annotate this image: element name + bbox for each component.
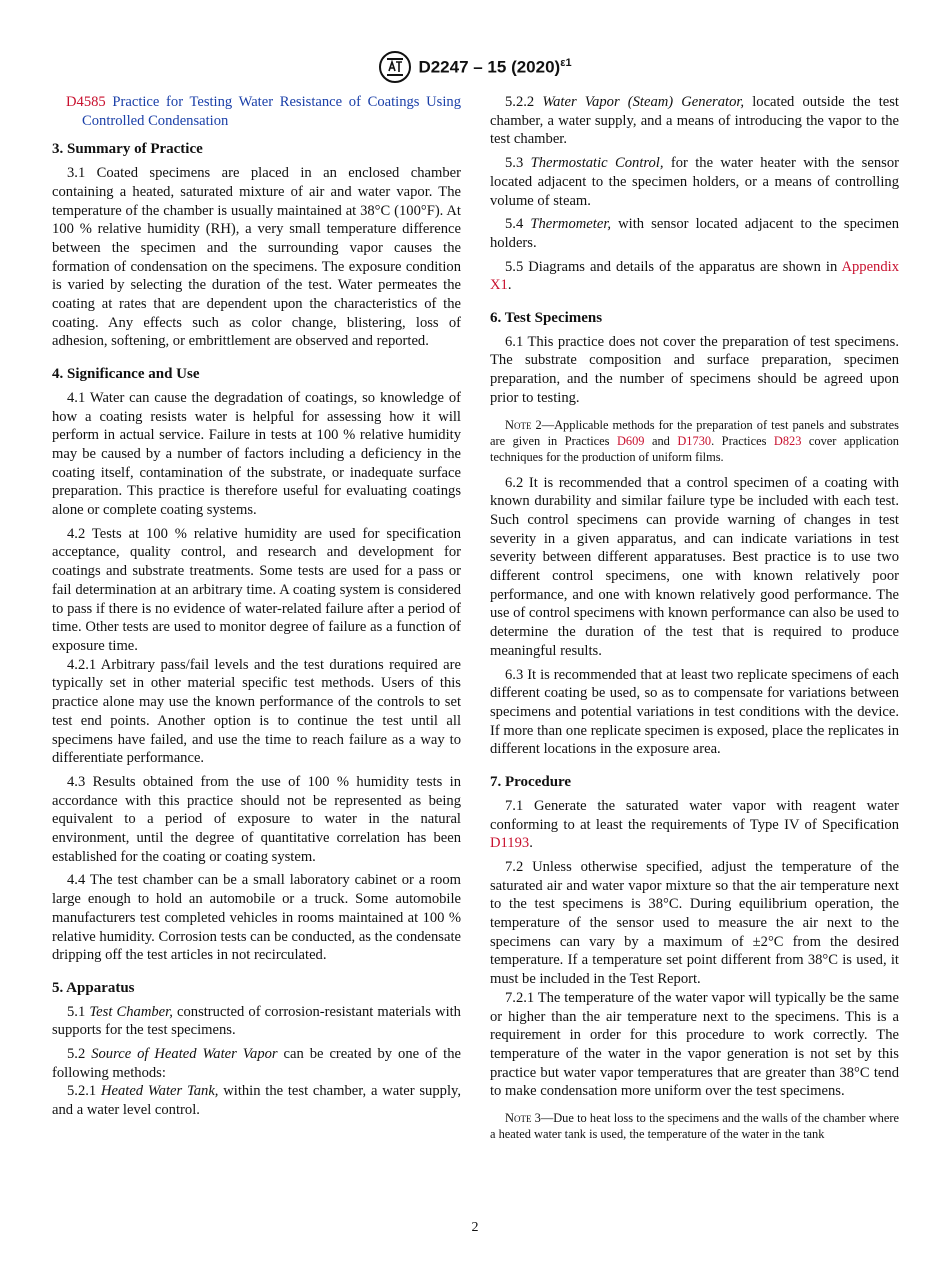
paragraph-4-3: 4.3 Results obtained from the use of 100 % humidity tests in accordance with this practice should not be represented as being equivalent to a period of exposure to water in the natural environment, until the degree of quantitative correlation has been established for the coating or coating system. [52, 773, 461, 865]
paragraph-7-2-1: 7.2.1 The temperature of the water vapor will typically be the same or higher than the air temperature next to the specimens. This is a requirement in order for this procedure to work correctly. The temperature of the water in the vapor generation is not set by this practice but water vapor temperatures that are greater than 38°C tend to make condensation more uniform over the test specimens. [490, 989, 899, 1100]
paragraph-5-2-2: 5.2.2 Water Vapor (Steam) Generator, located outside the test chamber, a water supply, and a means of introducing the vapor to the test chamber. [490, 94, 899, 148]
page-number: 2 [471, 1220, 479, 1235]
reference-title-link[interactable]: Practice for Testing Water Resistance of Coatings Using Controlled Condensation [82, 94, 461, 129]
paragraph-4-4: 4.4 The test chamber can be a small laboratory cabinet or a room large enough to hold an automobile or a truck. Some automobile manufacturers test completed vehicles in rooms maintained at 100 % relative humidity. Corrosion tests can be conducted, as the condensate dripping off the test articles in not recirculated. [52, 872, 461, 964]
section-5-heading: 5. Apparatus [52, 979, 135, 996]
paragraph-5-3: 5.3 Thermostatic Control, for the water heater with the sensor located adjacent to the specimen holders, or a means of controlling volume of steam. [490, 155, 899, 209]
paragraph-5-1: 5.1 Test Chamber, constructed of corrosion-resistant materials with supports for the test specimens. [52, 1003, 461, 1039]
paragraph-4-2-1: 4.2.1 Arbitrary pass/fail levels and the test durations required are typically set in other material specific test methods. Users of this practice alone may use the known performance of the controls to set test end points. Another option is to continue the test until all specimens have failed, and use the time to reach failure as a way to differentiate performance. [52, 656, 461, 767]
appendix-x1-link[interactable]: Appendix X1 [490, 258, 899, 294]
document-number: D2247 – 15 $(2020)^{\varepsilon 1}$ [418, 56, 572, 77]
left-column [52, 93, 461, 1125]
reference-code-link[interactable]: D4585 [66, 94, 106, 110]
paragraph-5-2-1: 5.2.1 Heated Water Tank, within the test chamber, a water supply, and a water level control. [52, 1083, 461, 1119]
section-4-heading: 4. Significance and Use [52, 366, 200, 383]
paragraph-5-5: 5.5 Diagrams and details of the apparatus are shown in Appendix X1. [490, 258, 899, 294]
section-6-heading: 6. Test Specimens [490, 310, 603, 327]
note-2: Note 2—Applicable methods for the preparation of test panels and substrates are given in Practices D609 and D1730. Practices D823 cover application techniques for the production of uniform films. [490, 417, 899, 464]
paragraph-7-2: 7.2 Unless otherwise specified, adjust the temperature of the saturated air and water vapor mixture so that the air temperature next to the test specimens is 38°C. During equilibrium operation, the temperature of the sensor used to measure the air next to the specimens can vary by a maximum of ±2°C from the desired temperature. If a temperature set point different from 38°C is used, it must be included in the Test Report. [490, 858, 899, 988]
paragraph-6-1: 6.1 This practice does not cover the preparation of test specimens. The substrate composition and surface preparation, specimen preparation, and the number of specimens should be agreed upon prior to testing. [490, 333, 899, 406]
d1730-link[interactable]: D1730 [677, 433, 712, 448]
astm-logo-icon [378, 50, 412, 84]
section-7-heading: 7. Procedure [490, 774, 572, 791]
section-3-heading: 3. Summary of Practice [52, 141, 203, 158]
page-header [0, 50, 950, 84]
paragraph-5-4: 5.4 Thermometer, with sensor located adjacent to the specimen holders. [490, 216, 900, 251]
paragraph-3-1: 3.1 Coated specimens are placed in an enclosed chamber containing a heated, saturated mixture of air and water vapor. The temperature of the chamber is usually maintained at 38°C (100°F). At 100 % relative humidity (RH), a very small temperature difference between the specimen and the surrounding vapor causes the formation of condensation on the specimens. The exposure condition is varied by selecting the duration of the test. Water permeates the coating at rates that are dependent upon the characteristics of the coating. Any effects such as color change, blistering, loss of adhesion, softening, or embrittlement are observed and reported. [52, 165, 461, 350]
d609-link[interactable]: D609 [616, 433, 645, 448]
paragraph-5-2: 5.2 Source of Heated Water Vapor can be created by one of the following methods: [52, 1046, 461, 1081]
paragraph-7-1: 7.1 Generate the saturated water vapor with reagent water conforming to at least the requirements of Type IV of Specification D1193. [490, 797, 899, 852]
d1193-link[interactable]: D1193 [490, 835, 530, 852]
reference-d4585 [52, 93, 461, 130]
paragraph-4-1: 4.1 Water can cause the degradation of coatings, so knowledge of how a coating resists water is helpful for assessing how it will perform in actual service. Failure in tests at 100 % relative humidity may be caused by a number of factors including a deficiency in the coating itself, contamination of the substrate, or inadequate surface preparation. This practice is therefore useful for evaluating coatings alone or complete coating systems. [52, 389, 461, 519]
right-column [490, 93, 899, 1142]
paragraph-4-2: 4.2 Tests at 100 % relative humidity are used for specification acceptance, quality control, and research and development for coatings and substrate treatments. Some tests are used for a pass or fail determination at an arbitrary time. A coating system is considered to pass if there is no evidence of water-related failure after a period of time. Other tests are used to monitor degree of failure as a function of exposure time. [52, 525, 461, 654]
note-3: Note 3—Due to heat loss to the specimens and the walls of the chamber where a heated water tank is used, the temperature of the water in the tank [490, 1111, 899, 1142]
document-edition-superscript: ε1 [560, 56, 572, 69]
paragraph-6-3: 6.3 It is recommended that at least two replicate specimens of each different coating be used, so as to compensate for variations between specimens and potential variations in test conditions with the device. If more than one replicate specimen is exposed, place the replicates in different locations in the exposure area. [490, 666, 899, 758]
paragraph-6-2: 6.2 It is recommended that a control specimen of a coating with known durability and similar failure type be included with each test. Such control specimens can provide warning of changes in test severity in a given apparatus, and can indicate variations in test severity between different apparatuses. Best practice is to use two different control specimens, one with known relatively poor performance, and one with known relatively good performance. The use of control specimens with known performance can also be used to determine the duration of the test that is required to produce meaningful results. [490, 474, 899, 659]
d823-link[interactable]: D823 [773, 433, 802, 448]
